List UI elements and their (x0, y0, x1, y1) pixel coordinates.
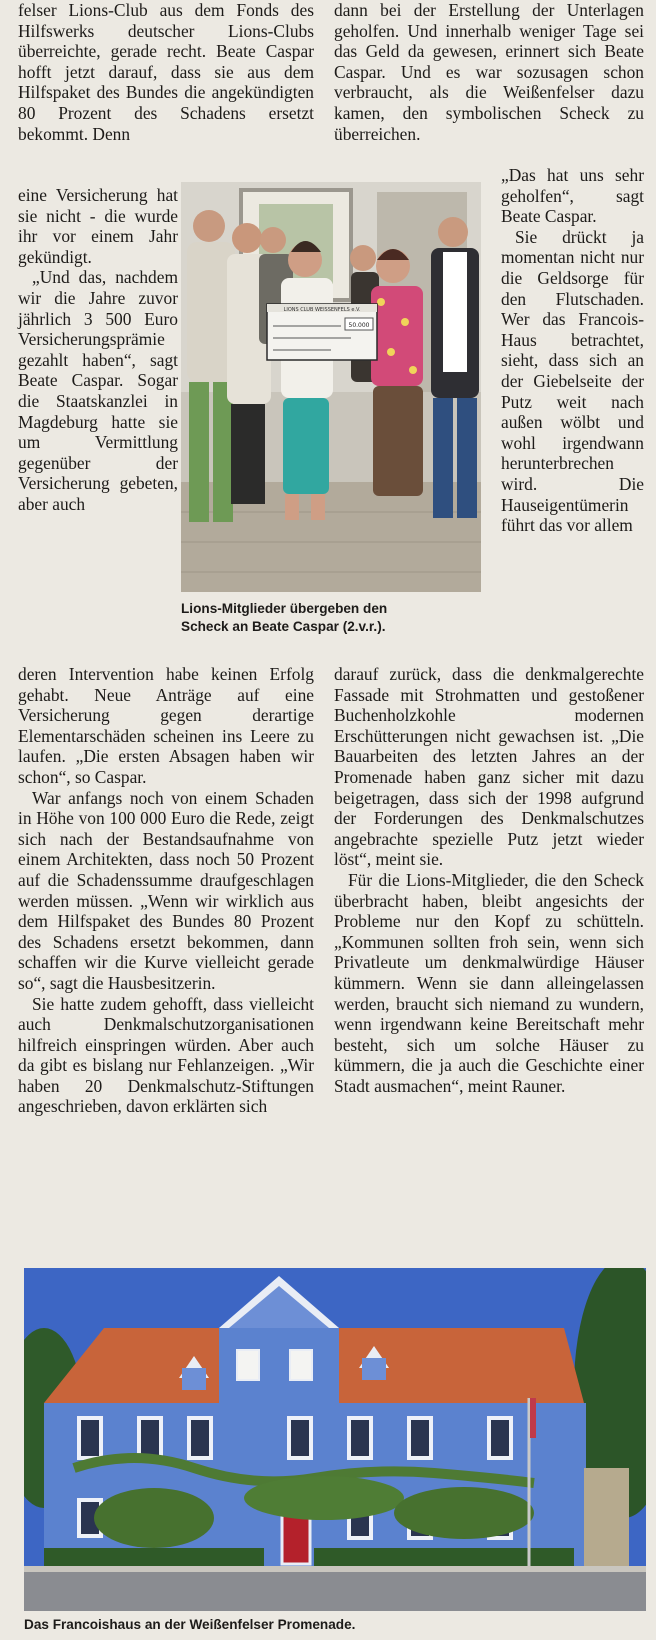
photo-caption: Lions-Mitglieder übergeben den Scheck an Beate Caspar (2.v.r.). (181, 601, 388, 634)
paragraph: Sie hatte zudem gehofft, dass vielleicht auch Denkmalschutzorganisationen hilfreich einspringen würden. Aber auch da gibt es bislang nur Fehlanzeigen. „Wir haben 20 Denkmalschutz-Stiftungen angeschrieben, davon erklärten sich (18, 993, 314, 1117)
article-column-right-bottom (334, 664, 644, 1096)
paragraph: deren Intervention habe keinen Erfolg gehabt. Neue Anträge auf eine Versicherung gegen derartige Elementarschäden scheinen ins Leere zu laufen. „Die ersten Absagen haben wir schon“, so Caspar. (18, 664, 314, 787)
francoishaus-photo (24, 1268, 646, 1611)
paragraph: „Und das, nachdem wir die Jahre zuvor jährlich 3 500 Euro Versicherungsprämie gezahlt haben“, sagt Beate Caspar. Sogar die Staatskanzlei in Magdeburg hatte sie um Vermittlung gegenüber der Versicherung gebeten, aber auch (18, 267, 178, 514)
photo-caption: Das Francoishaus an der Weißenfelser Promenade. (24, 1617, 356, 1632)
article-column-right-wrap (501, 165, 644, 536)
check-amount: 50.000 (348, 322, 370, 329)
paragraph: War anfangs noch von einem Schaden in Höhe von 100 000 Euro die Rede, zeigt sich nach der Bestandsaufnahme von einem Architekten, dass noch 50 Prozent auf die Schadenssumme draufgeschlagen werden müssen. „Wenn wir wirklich aus dem Hilfspaket des Bundes 80 Prozent des Schadens ersetzt bekommen, dann schaffen wir die Kurve vielleicht gerade so“, sagt die Hausbesitzerin. (18, 787, 314, 993)
paragraph: felser Lions-Club aus dem Fonds des Hilfswerks deutscher Lions-Clubs überreichte, gerade recht. Beate Caspar hofft jetzt darauf, dass sie aus dem Hilfspaket des Bundes die angekündigten 80 Prozent des Schadens ersetzt bekommt. Denn (18, 0, 314, 144)
francoishaus-illustration (24, 1268, 646, 1611)
article-column-left-bottom (18, 664, 314, 1117)
lions-handover-photo (181, 182, 481, 592)
article-column-left-wrap (18, 185, 178, 515)
paragraph: Sie drückt ja momentan nicht nur die Geldsorge für den Flutschaden. Wer das Francois-Haus betrachtet, sieht, dass sich an der Giebelseite der Putz weit nach außen wölbt und wohl irgendwann herunterbrechen wird. Die Hauseigentümerin führt das vor allem (501, 226, 644, 536)
paragraph: „Das hat uns sehr geholfen“, sagt Beate Caspar. (501, 165, 644, 227)
paragraph: eine Versicherung hat sie nicht - die wurde ihr vor einem Jahr gekündigt. (18, 185, 178, 267)
article-column-right-top (334, 0, 644, 144)
paragraph: Für die Lions-Mitglieder, die den Scheck überbracht haben, bleibt angesichts der Probleme nur den Kopf zu schütteln. „Kommunen sollten froh sein, wenn sich Privatleute um denkmalwürdige Häuser kümmern. Wenn sie dann alleingelassen werden, braucht sich niemand zu wundern, wenn irgendwann keine Bereitschaft mehr besteht, sich um solche Häuser zu kümmern, die ja auch die Geschichte einer Stadt ausmachen“, meint Rauner. (334, 869, 644, 1096)
article-column-left-top (18, 0, 314, 144)
paragraph: dann bei der Erstellung der Unterlagen geholfen. Und innerhalb weniger Tage sei das Geld da gewesen, erinnert sich Beate Caspar. Und es war sozusagen schon verbraucht, als die Weißenfelser dazu kamen, den symbolischen Scheck zu überreichen. (334, 0, 644, 144)
paragraph: darauf zurück, dass die denkmalgerechte Fassade mit Strohmatten und gestoßener Buchenholzkohle modernen Erschütterungen nicht gewachsen ist. „Die Bauarbeiten des letzten Jahres an der Promenade haben ganz sicher mit dazu beigetragen, dass sich der 1998 aufgrund der Forderungen des Denkmalschutzes angebrachte spezielle Putz jetzt wieder löst“, meint sie. (334, 664, 644, 870)
check-header: LIONS CLUB WEISSENFELS e.V. (283, 307, 361, 313)
lions-handover-illustration (181, 182, 481, 592)
